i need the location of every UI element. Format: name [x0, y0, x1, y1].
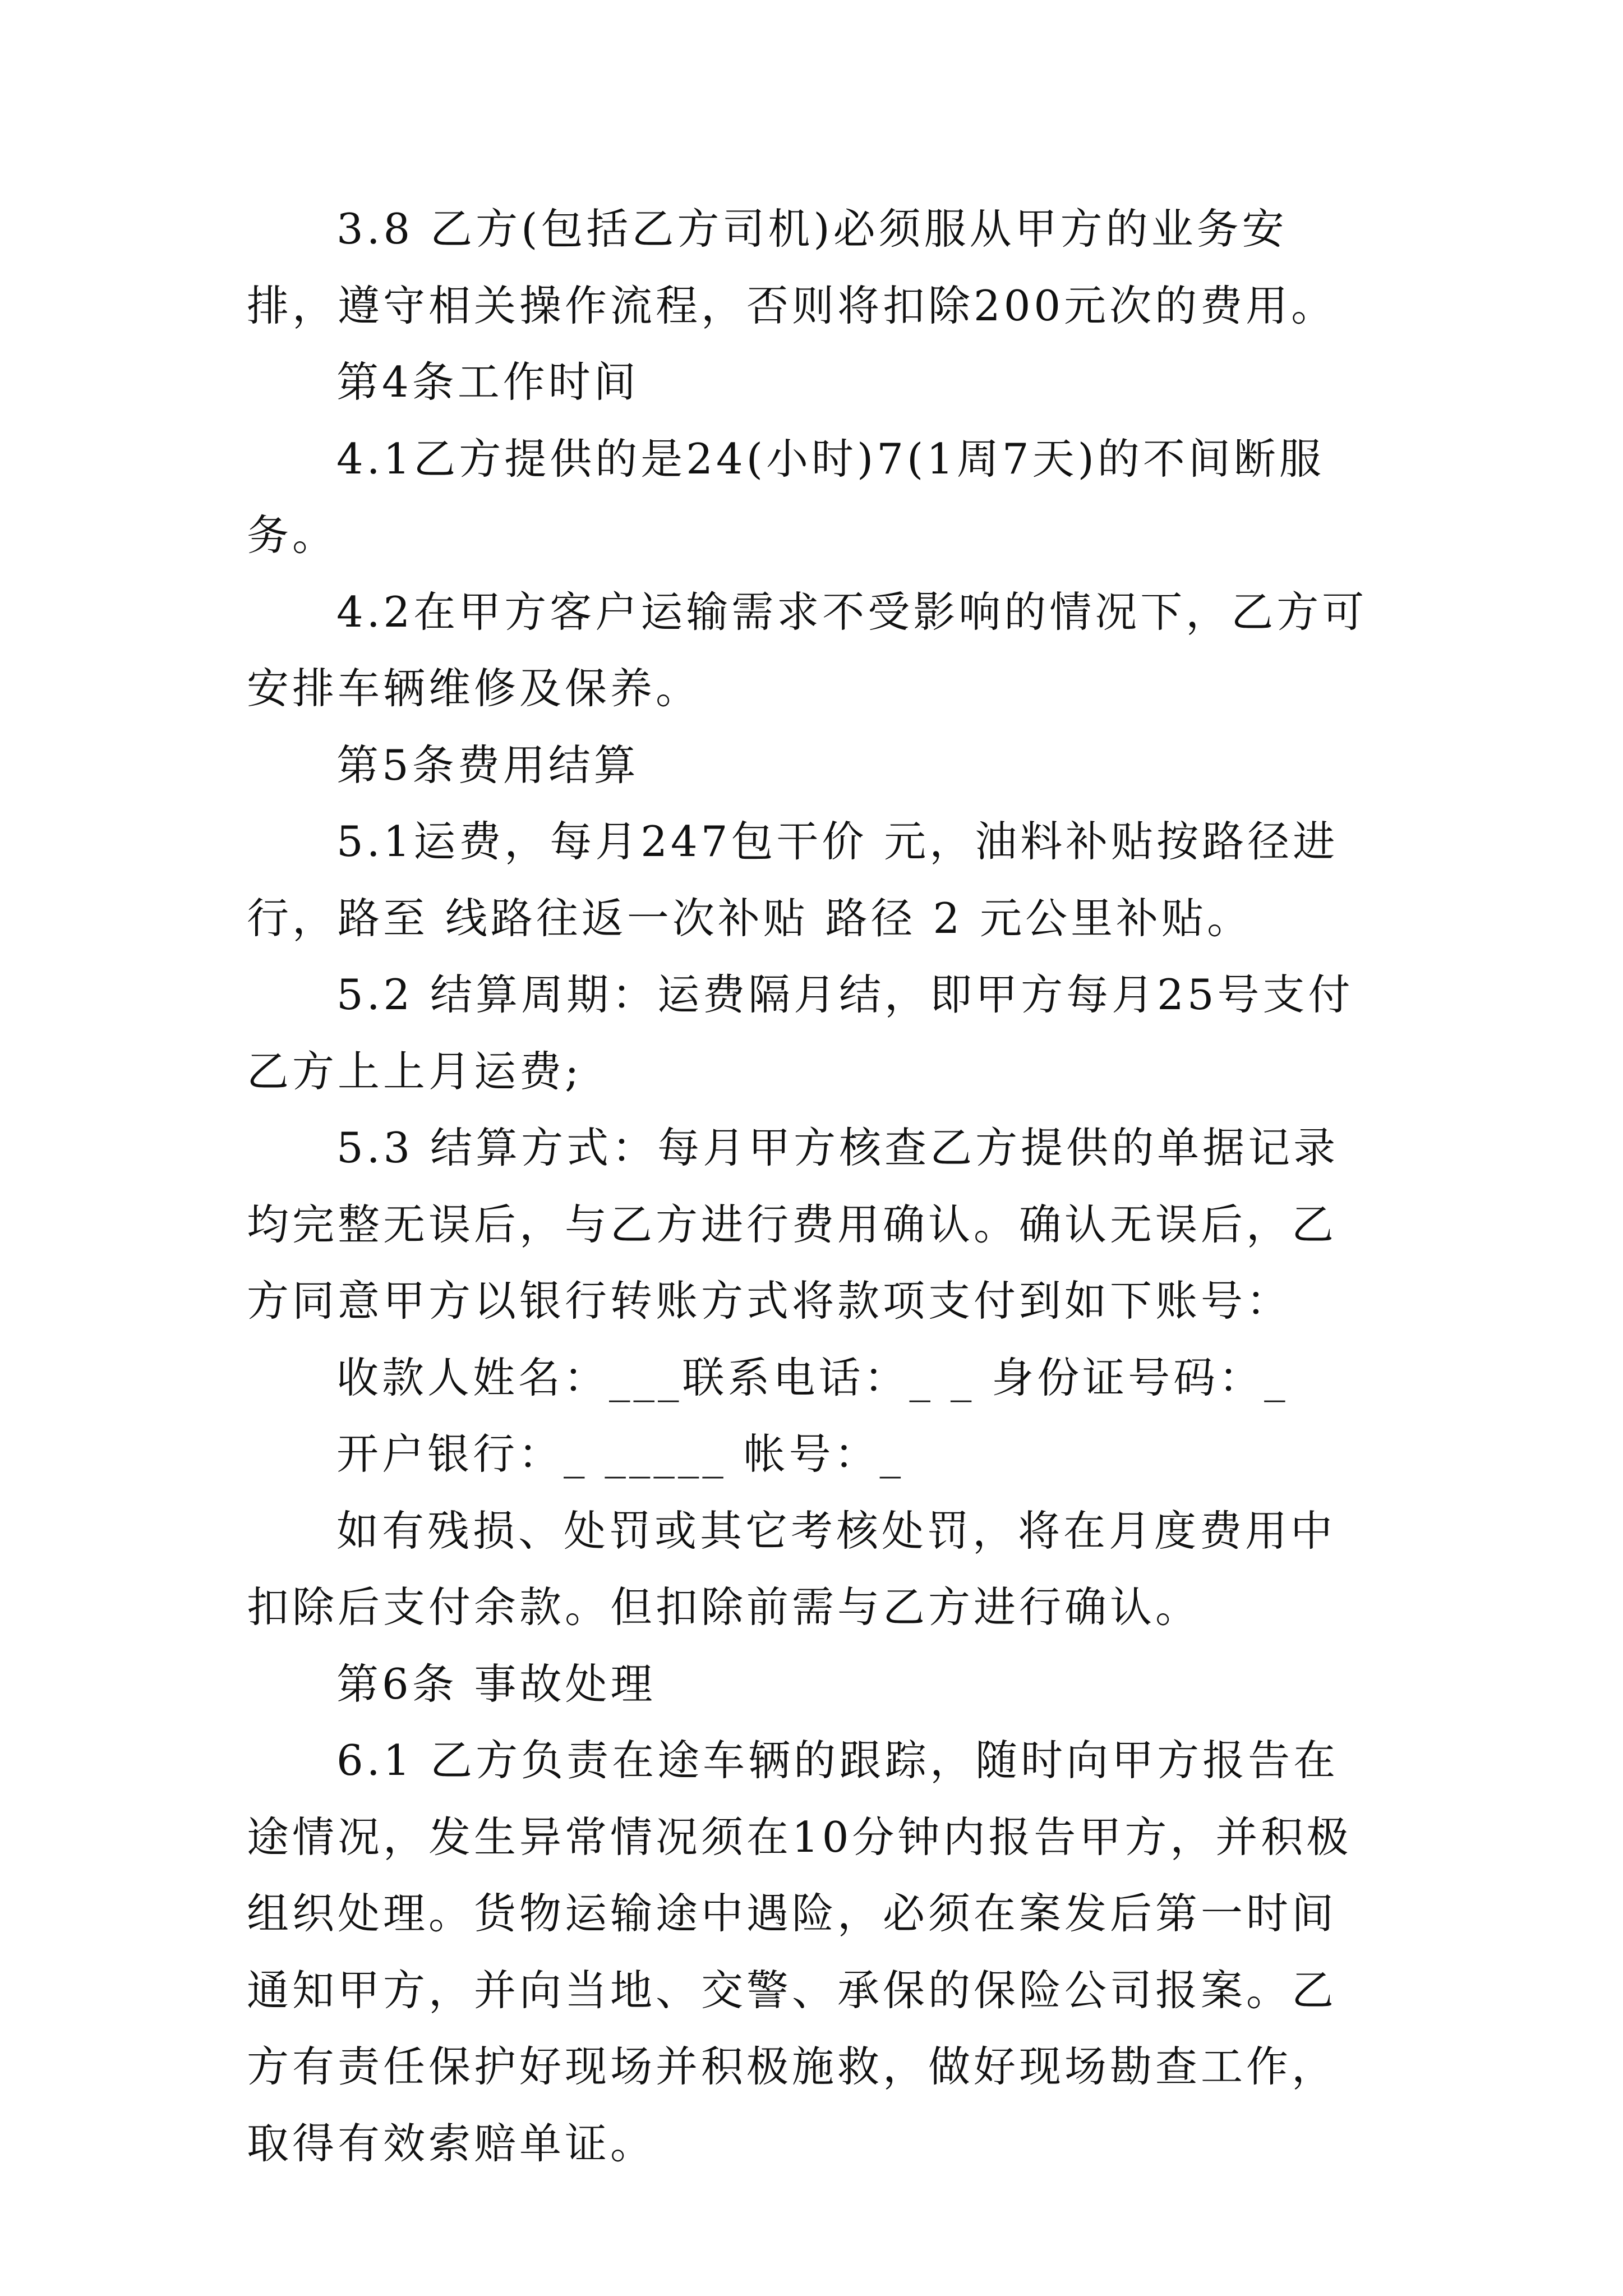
- bank-info-line: 开户银行：_ _____ 帐号：_: [336, 1429, 905, 1479]
- clause-3-8: 3.8 乙方(包括乙方司机)必须服从甲方的业务安排，遵守相关操作流程，否则将扣除200元次的费用。: [247, 204, 1337, 330]
- clause-5-1: 5.1运费，每月247包干价 元，油料补贴按路径进行，路至 线路往返一次补贴 路径 2 元公里补贴。: [247, 817, 1339, 943]
- section-5-heading: 第5条费用结算: [336, 740, 639, 790]
- document-body: [247, 191, 1374, 2182]
- section-4-heading: 第4条工作时间: [336, 357, 639, 407]
- clause-5-2: 5.2 结算周期：运费隔月结，即甲方每月25号支付乙方上上月运费;: [247, 970, 1354, 1096]
- deduction-note: 如有残损、处罚或其它考核处罚，将在月度费用中扣除后支付余款。但扣除前需与乙方进行确认。: [247, 1506, 1336, 1632]
- clause-6-1: 6.1 乙方负责在途车辆的跟踪，随时向甲方报告在途情况，发生异常情况须在10分钟内报告甲方，并积极组织处理。货物运输途中遇险，必须在案发后第一时间通知甲方，并向当地、交警、承保的保险公司报案。乙方有责任保护好现场并积极施救，做好现场勘查工作，取得有效索赔单证。: [247, 1736, 1352, 2168]
- clause-5-3: 5.3 结算方式：每月甲方核查乙方提供的单据记录均完整无误后，与乙方进行费用确认。确认无误后，乙方同意甲方以银行转账方式将款项支付到如下账号：: [247, 1123, 1339, 1326]
- section-6-heading: 第6条 事故处理: [336, 1659, 656, 1709]
- payee-info-line: 收款人姓名：___联系电话：_ _ 身份证号码：_: [336, 1352, 1289, 1402]
- clause-4-2: 4.2在甲方客户运输需求不受影响的情况下，乙方可安排车辆维修及保养。: [247, 587, 1368, 713]
- clause-4-1: 4.1乙方提供的是24(小时)7(1周7天)的不间断服务。: [247, 434, 1325, 560]
